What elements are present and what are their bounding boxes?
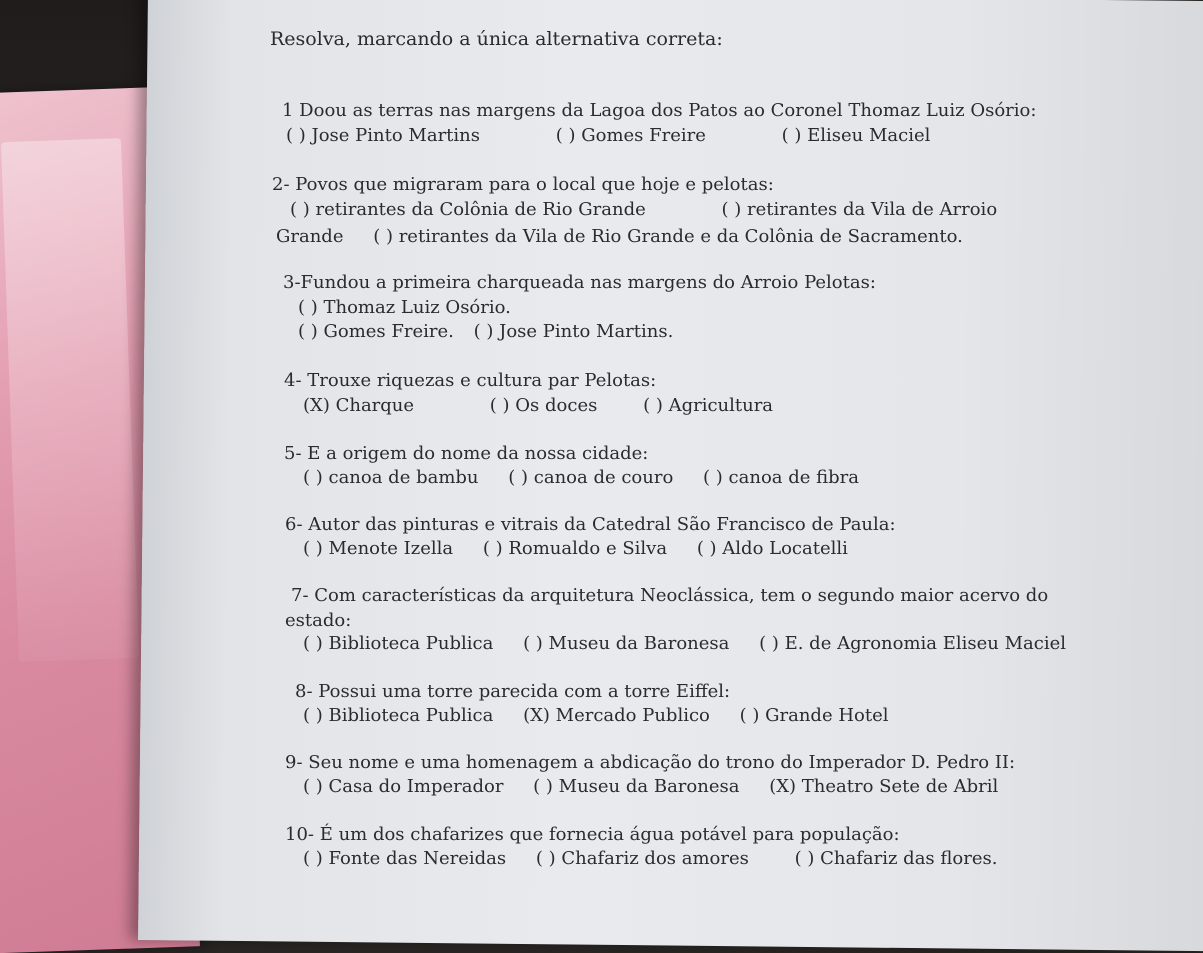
- option-3b[interactable]: ( ) Gomes Freire.: [298, 321, 454, 342]
- question-9-options: [303, 776, 998, 798]
- question-7-options: [303, 633, 1066, 655]
- question-7-continued: estado:: [285, 610, 352, 631]
- option-4c[interactable]: ( ) Agricultura: [643, 395, 774, 416]
- question-3: 3-Fundou a primeira charqueada nas margens do Arroio Pelotas:: [283, 272, 876, 293]
- option-2b-continued: Grande: [276, 226, 344, 247]
- option-10a[interactable]: ( ) Fonte das Nereidas: [303, 848, 507, 869]
- option-10b[interactable]: ( ) Chafariz dos amores: [535, 848, 749, 869]
- option-5c[interactable]: ( ) canoa de fibra: [703, 467, 859, 488]
- question-6-options: [303, 538, 848, 560]
- instructions: Resolva, marcando a única alternativa correta:: [270, 28, 723, 50]
- question-7: 7- Com características da arquitetura Neoclássica, tem o segundo maior acervo do: [291, 585, 1049, 606]
- option-3c[interactable]: ( ) Jose Pinto Martins.: [473, 321, 674, 342]
- option-2c[interactable]: ( ) retirantes da Vila de Rio Grande e da Colônia de Sacramento.: [373, 226, 963, 247]
- option-5b[interactable]: ( ) canoa de couro: [508, 467, 674, 488]
- option-9a[interactable]: ( ) Casa do Imperador: [303, 776, 504, 797]
- option-1b[interactable]: ( ) Gomes Freire: [555, 125, 706, 146]
- question-1: 1 Doou as terras nas margens da Lagoa dos Patos ao Coronel Thomaz Luiz Osório:: [282, 100, 1037, 121]
- option-7b[interactable]: ( ) Museu da Baronesa: [523, 633, 730, 654]
- option-2a[interactable]: ( ) retirantes da Colônia de Rio Grande: [290, 199, 646, 220]
- option-6b[interactable]: ( ) Romualdo e Silva: [482, 538, 668, 559]
- option-2b[interactable]: ( ) retirantes da Vila de Arroio: [721, 199, 998, 220]
- option-9b[interactable]: ( ) Museu da Baronesa: [533, 776, 740, 797]
- question-2-options: [290, 199, 997, 221]
- option-4a[interactable]: (X) Charque: [303, 395, 415, 416]
- option-8c[interactable]: ( ) Grande Hotel: [739, 705, 889, 726]
- question-9: 9- Seu nome e uma homenagem a abdicação do trono do Imperador D. Pedro II:: [285, 752, 1016, 773]
- question-1-options: [286, 125, 1000, 147]
- question-6: 6- Autor das pinturas e vitrais da Catedral São Francisco de Paula:: [285, 514, 896, 535]
- option-7c[interactable]: ( ) E. de Agronomia Eliseu Maciel: [759, 633, 1067, 654]
- option-10c[interactable]: ( ) Chafariz das flores.: [794, 848, 998, 869]
- question-10-options: [303, 848, 997, 870]
- question-3-options-line2: [298, 321, 673, 343]
- option-1c[interactable]: ( ) Eliseu Maciel: [781, 125, 931, 146]
- option-8a[interactable]: ( ) Biblioteca Publica: [303, 705, 494, 726]
- question-4-options: [303, 395, 773, 417]
- option-7a[interactable]: ( ) Biblioteca Publica: [303, 633, 494, 654]
- option-6a[interactable]: ( ) Menote Izella: [303, 538, 454, 559]
- question-3-options-line1: [298, 297, 511, 319]
- question-4: 4- Trouxe riquezas e cultura par Pelotas:: [284, 370, 657, 391]
- option-6c[interactable]: ( ) Aldo Locatelli: [696, 538, 848, 559]
- question-8: 8- Possui uma torre parecida com a torre Eiffel:: [295, 681, 731, 702]
- option-1a[interactable]: ( ) Jose Pinto Martins: [286, 125, 480, 146]
- option-9c[interactable]: (X) Theatro Sete de Abril: [769, 776, 999, 797]
- question-8-options: [303, 705, 889, 727]
- question-5: 5- E a origem do nome da nossa cidade:: [284, 443, 649, 464]
- question-5-options: [303, 467, 859, 489]
- question-2-options-line2: [276, 226, 963, 248]
- option-8b[interactable]: (X) Mercado Publico: [523, 705, 710, 726]
- option-3a[interactable]: ( ) Thomaz Luiz Osório.: [298, 297, 511, 318]
- question-2: 2- Povos que migraram para o local que hoje e pelotas:: [272, 174, 774, 195]
- option-4b[interactable]: ( ) Os doces: [489, 395, 598, 416]
- option-5a[interactable]: ( ) canoa de bambu: [303, 467, 479, 488]
- question-10: 10- É um dos chafarizes que fornecia água potável para população:: [285, 824, 900, 845]
